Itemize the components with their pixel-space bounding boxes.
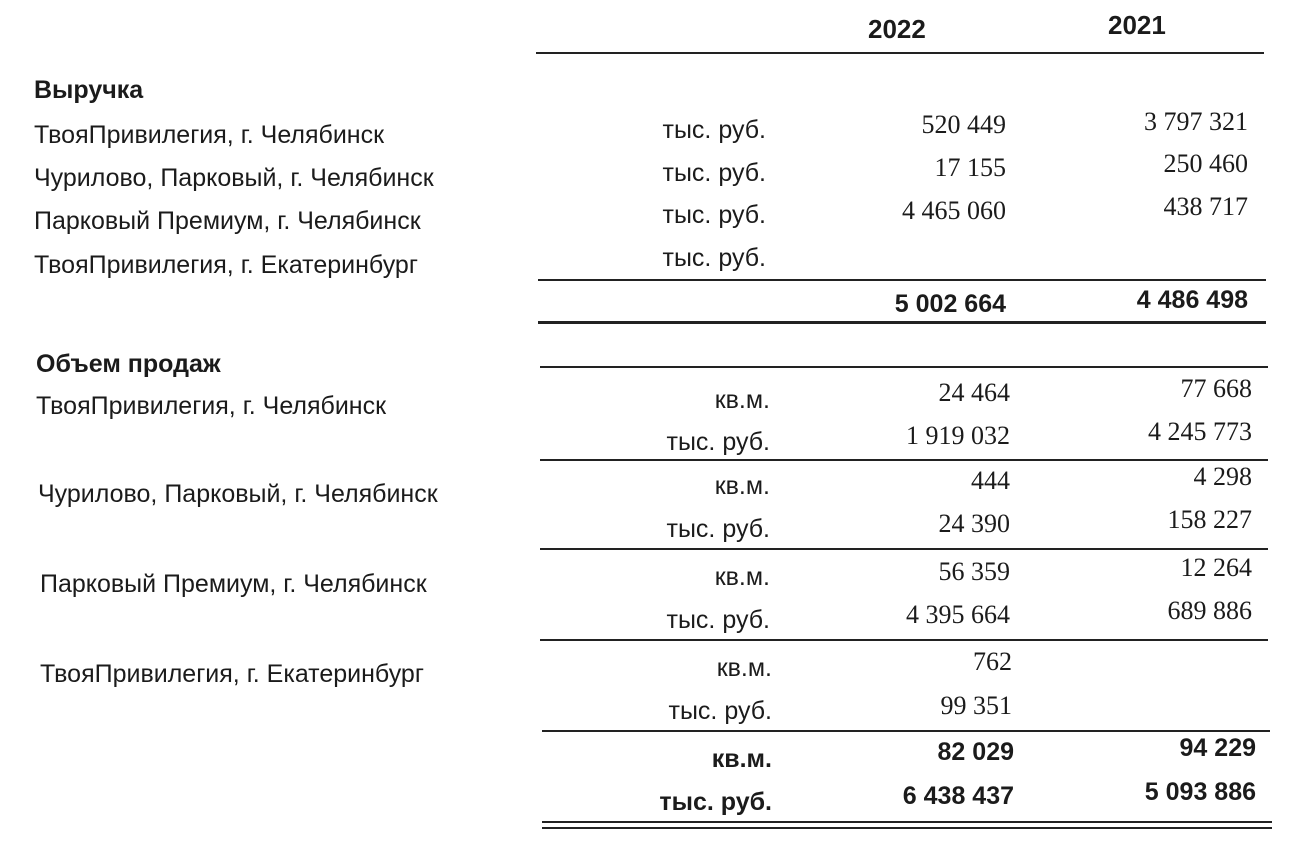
sales-rub-2021: 689 886	[1167, 596, 1252, 625]
sales-total-m2-2022: 82 029	[937, 738, 1014, 766]
sales-unit-m2: кв.м.	[716, 654, 772, 682]
sales-rub-2021: 158 227	[1167, 505, 1252, 534]
sales-unit-rub: тыс. руб.	[666, 515, 770, 543]
sales-m2-2021: 77 668	[1180, 374, 1252, 403]
header-2021: 2021	[1108, 10, 1166, 40]
sales-group-rule	[540, 548, 1268, 550]
sales-group-label: Парковый Премиум, г. Челябинск	[40, 570, 427, 598]
sales-rub-2022: 99 351	[940, 691, 1012, 720]
sales-rub-2022: 1 919 032	[906, 421, 1010, 450]
revenue-row-label: ТвояПривилегия, г. Екатеринбург	[34, 251, 418, 279]
revenue-row-unit: тыс. руб.	[662, 201, 766, 229]
sales-m2-2022: 762	[973, 647, 1012, 676]
sales-unit-m2: кв.м.	[714, 563, 770, 591]
grand-total-double-rule-top	[542, 821, 1272, 823]
sales-unit-m2: кв.м.	[714, 472, 770, 500]
sales-m2-2022: 444	[971, 466, 1010, 495]
revenue-row-2021: 438 717	[1163, 192, 1248, 221]
sales-rub-2021: 4 245 773	[1148, 417, 1252, 446]
sales-unit-rub: тыс. руб.	[666, 428, 770, 456]
sales-unit-rub: тыс. руб.	[666, 606, 770, 634]
sales-title: Объем продаж	[36, 350, 221, 378]
revenue-row-2022: 520 449	[921, 110, 1006, 139]
sales-group-rule	[540, 639, 1268, 641]
revenue-row-label: ТвояПривилегия, г. Челябинск	[34, 121, 385, 149]
sales-total-rub-2022: 6 438 437	[902, 782, 1014, 810]
sales-total-m2-2021: 94 229	[1179, 734, 1256, 762]
revenue-row-unit: тыс. руб.	[662, 116, 766, 144]
sales-header-rule	[540, 366, 1268, 368]
sales-total-unit-m2: кв.м.	[711, 745, 772, 773]
sales-rub-2022: 24 390	[938, 509, 1010, 538]
sales-m2-2022: 56 359	[938, 557, 1010, 586]
sales-group-label: ТвояПривилегия, г. Челябинск	[36, 392, 387, 420]
header-2022: 2022	[868, 14, 926, 44]
revenue-total-2022: 5 002 664	[894, 290, 1006, 318]
revenue-row-label: Парковый Премиум, г. Челябинск	[34, 207, 421, 235]
header-rule	[536, 52, 1264, 54]
sales-total-unit-rub: тыс. руб.	[659, 788, 772, 816]
sales-unit-rub: тыс. руб.	[668, 697, 772, 725]
sales-subtotal-rule	[542, 730, 1270, 732]
sales-group-label: ТвояПривилегия, г. Екатеринбург	[40, 660, 424, 688]
sales-m2-2021: 4 298	[1193, 462, 1252, 491]
revenue-total-rule	[538, 321, 1266, 324]
revenue-total-2021: 4 486 498	[1136, 286, 1248, 314]
revenue-title: Выручка	[34, 76, 144, 104]
sales-group-rule	[540, 459, 1268, 461]
revenue-row-2022: 17 155	[934, 153, 1006, 182]
revenue-row-2022: 4 465 060	[902, 196, 1006, 225]
revenue-row-2021: 3 797 321	[1144, 107, 1248, 136]
sales-m2-2021: 12 264	[1180, 553, 1252, 582]
revenue-row-label: Чурилово, Парковый, г. Челябинск	[34, 164, 434, 192]
revenue-row-unit: тыс. руб.	[662, 159, 766, 187]
grand-total-double-rule-bottom	[542, 827, 1272, 829]
revenue-row-unit: тыс. руб.	[662, 244, 766, 272]
revenue-row-2021: 250 460	[1163, 149, 1248, 178]
revenue-subtotal-rule	[538, 279, 1266, 281]
sales-group-label: Чурилово, Парковый, г. Челябинск	[38, 480, 438, 508]
sales-rub-2022: 4 395 664	[906, 600, 1010, 629]
sales-total-rub-2021: 5 093 886	[1144, 778, 1256, 806]
sales-m2-2022: 24 464	[938, 378, 1010, 407]
sales-unit-m2: кв.м.	[714, 386, 770, 414]
